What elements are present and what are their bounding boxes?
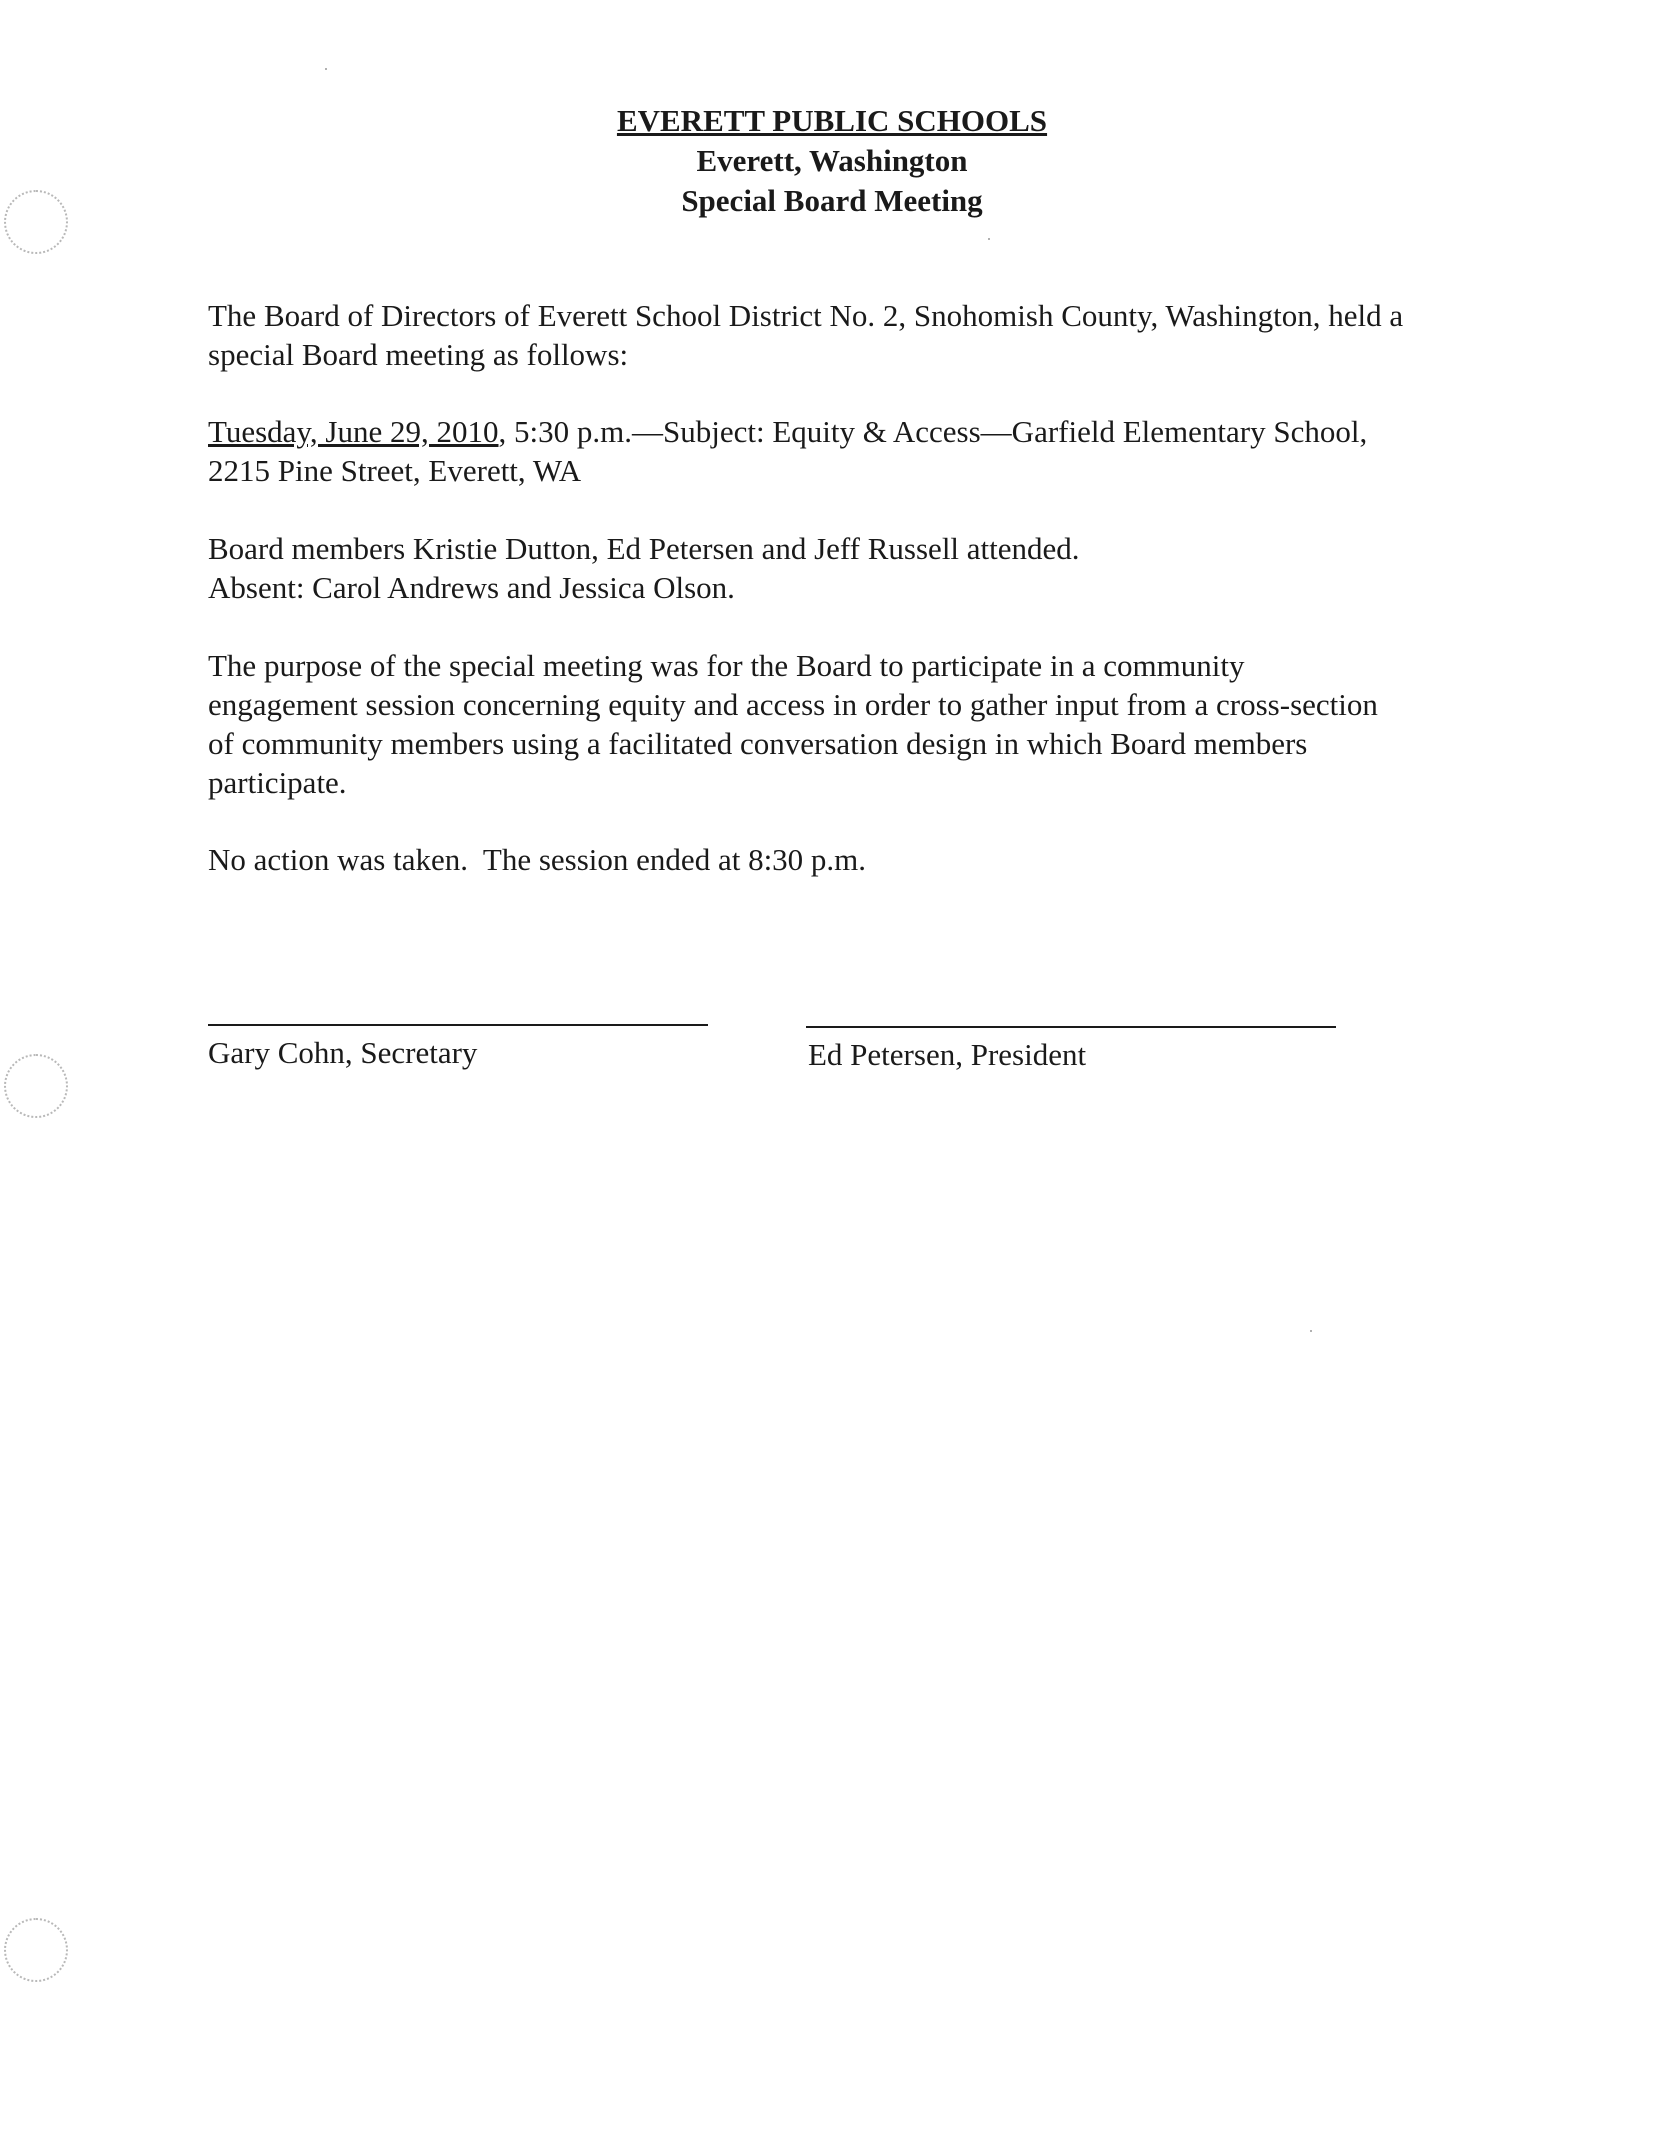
scan-speck <box>1310 1330 1312 1332</box>
location-subtitle: Everett, Washington <box>696 143 968 178</box>
intro-paragraph: The Board of Directors of Everett School District No. 2, Snohomish County, Washington, held a special Board meeting as follows: <box>208 298 1404 372</box>
scan-speck <box>325 68 327 70</box>
secretary-signature-line <box>208 1024 708 1026</box>
document-header <box>0 101 1664 221</box>
attendance-absent: Absent: Carol Andrews and Jessica Olson. <box>208 570 735 605</box>
meeting-type-subtitle: Special Board Meeting <box>681 183 983 218</box>
meeting-date: Tuesday, June 29, 2010 <box>208 414 499 449</box>
organization-title: EVERETT PUBLIC SCHOOLS <box>616 103 1048 138</box>
punch-hole-middle <box>4 1054 68 1118</box>
attendance-present: Board members Kristie Dutton, Ed Petersen and Jeff Russell attended. <box>208 531 1080 566</box>
president-signature-label: Ed Petersen, President <box>808 1037 1087 1072</box>
meeting-paragraph <box>208 412 1368 490</box>
scan-speck <box>988 238 990 240</box>
secretary-signature-label: Gary Cohn, Secretary <box>208 1035 478 1070</box>
meeting-details: , 5:30 p.m.—Subject: Equity & Access—Garfield Elementary School, 2215 Pine Street, Everett, WA <box>208 414 1368 488</box>
president-signature-line <box>806 1026 1336 1028</box>
punch-hole-bottom <box>4 1918 68 1982</box>
closing-paragraph: No action was taken. The session ended at 8:30 p.m. <box>208 842 867 877</box>
attendance-paragraph <box>208 529 1468 607</box>
purpose-paragraph: The purpose of the special meeting was for the Board to participate in a community engagement session concerning equity and access in order to gather input from a cross-section of community members using a facilitated conversation design in which Board members participate. <box>208 648 1378 800</box>
